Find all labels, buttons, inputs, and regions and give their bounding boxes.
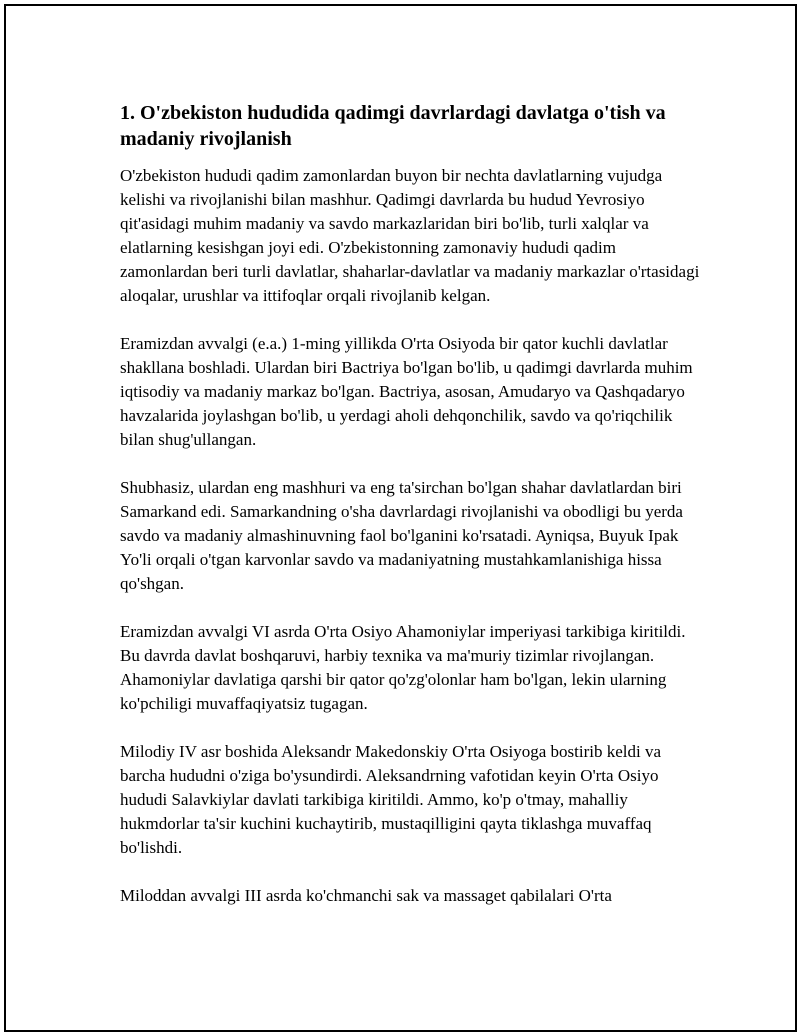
- paragraph-3: Shubhasiz, ulardan eng mashhuri va eng ta'sirchan bo'lgan shahar davlatlardan biri Samarkand edi. Samarkandning o'sha davrlardagi rivojlanishi va obodligi bu yerda savdo va madaniy almashinuvning faol bo'lganini ko'rsatadi. Ayniqsa, Buyuk Ipak Yo'li orqali o'tgan karvonlar savdo va madaniyatning mustahkamlanishiga hissa qo'shgan.: [120, 478, 683, 593]
- paragraph-1: O'zbekiston hududi qadim zamonlardan buyon bir nechta davlatlarning vujudga kelishi va rivojlanishi bilan mashhur. Qadimgi davrlarda bu hudud Yevrosiyo qit'asidagi muhim madaniy va savdo markazlaridan biri bo'lib, turli xalqlar va elatlarning kesishgan joyi edi. O'zbekistonning zamonaviy hududi qadim zamonlardan beri turli davlatlar, shaharlar-davlatlar va madaniy markazlar o'rtasidagi aloqalar, urushlar va ittifoqlar orqali rivojlanib kelgan.: [120, 166, 700, 305]
- section-heading: 1. O'zbekiston hududida qadimgi davrlardagi davlatga o'tish va madaniy rivojlanish: [120, 102, 666, 150]
- document-page: [4, 4, 797, 1032]
- paragraph-4: Eramizdan avvalgi VI asrda O'rta Osiyo Ahamoniylar imperiyasi tarkibiga kiritildi. Bu davrda davlat boshqaruvi, harbiy texnika va ma'muriy tizimlar rivojlangan. Ahamoniylar davlatiga qarshi bir qator qo'zg'olonlar ham bo'lgan, lekin ularning ko'pchiligi muvaffaqiyatsiz tugagan.: [120, 622, 686, 713]
- paragraph-6: Miloddan avvalgi III asrda ko'chmanchi sak va massaget qabilalari O'rta: [120, 886, 612, 905]
- paragraph-5: Milodiy IV asr boshida Aleksandr Makedonskiy O'rta Osiyoga bostirib keldi va barcha hududni o'ziga bo'ysundirdi. Aleksandrning vafotidan keyin O'rta Osiyo hududi Salavkiylar davlati tarkibiga kiritildi. Ammo, ko'p o'tmay, mahalliy hukmdorlar ta'sir kuchini kuchaytirib, mustaqilligini qayta tiklashga muvaffaq bo'lishdi.: [120, 742, 662, 857]
- document-body: [120, 100, 700, 932]
- paragraph-2: Eramizdan avvalgi (e.a.) 1-ming yillikda O'rta Osiyoda bir qator kuchli davlatlar shakllana boshladi. Ulardan biri Bactriya bo'lgan bo'lib, u qadimgi davrlarda muhim iqtisodiy va madaniy markaz bo'lgan. Bactriya, asosan, Amudaryo va Qashqadaryo havzalarida joylashgan bo'lib, u yerdagi aholi dehqonchilik, savdo va qo'riqchilik bilan shug'ullangan.: [120, 334, 693, 449]
